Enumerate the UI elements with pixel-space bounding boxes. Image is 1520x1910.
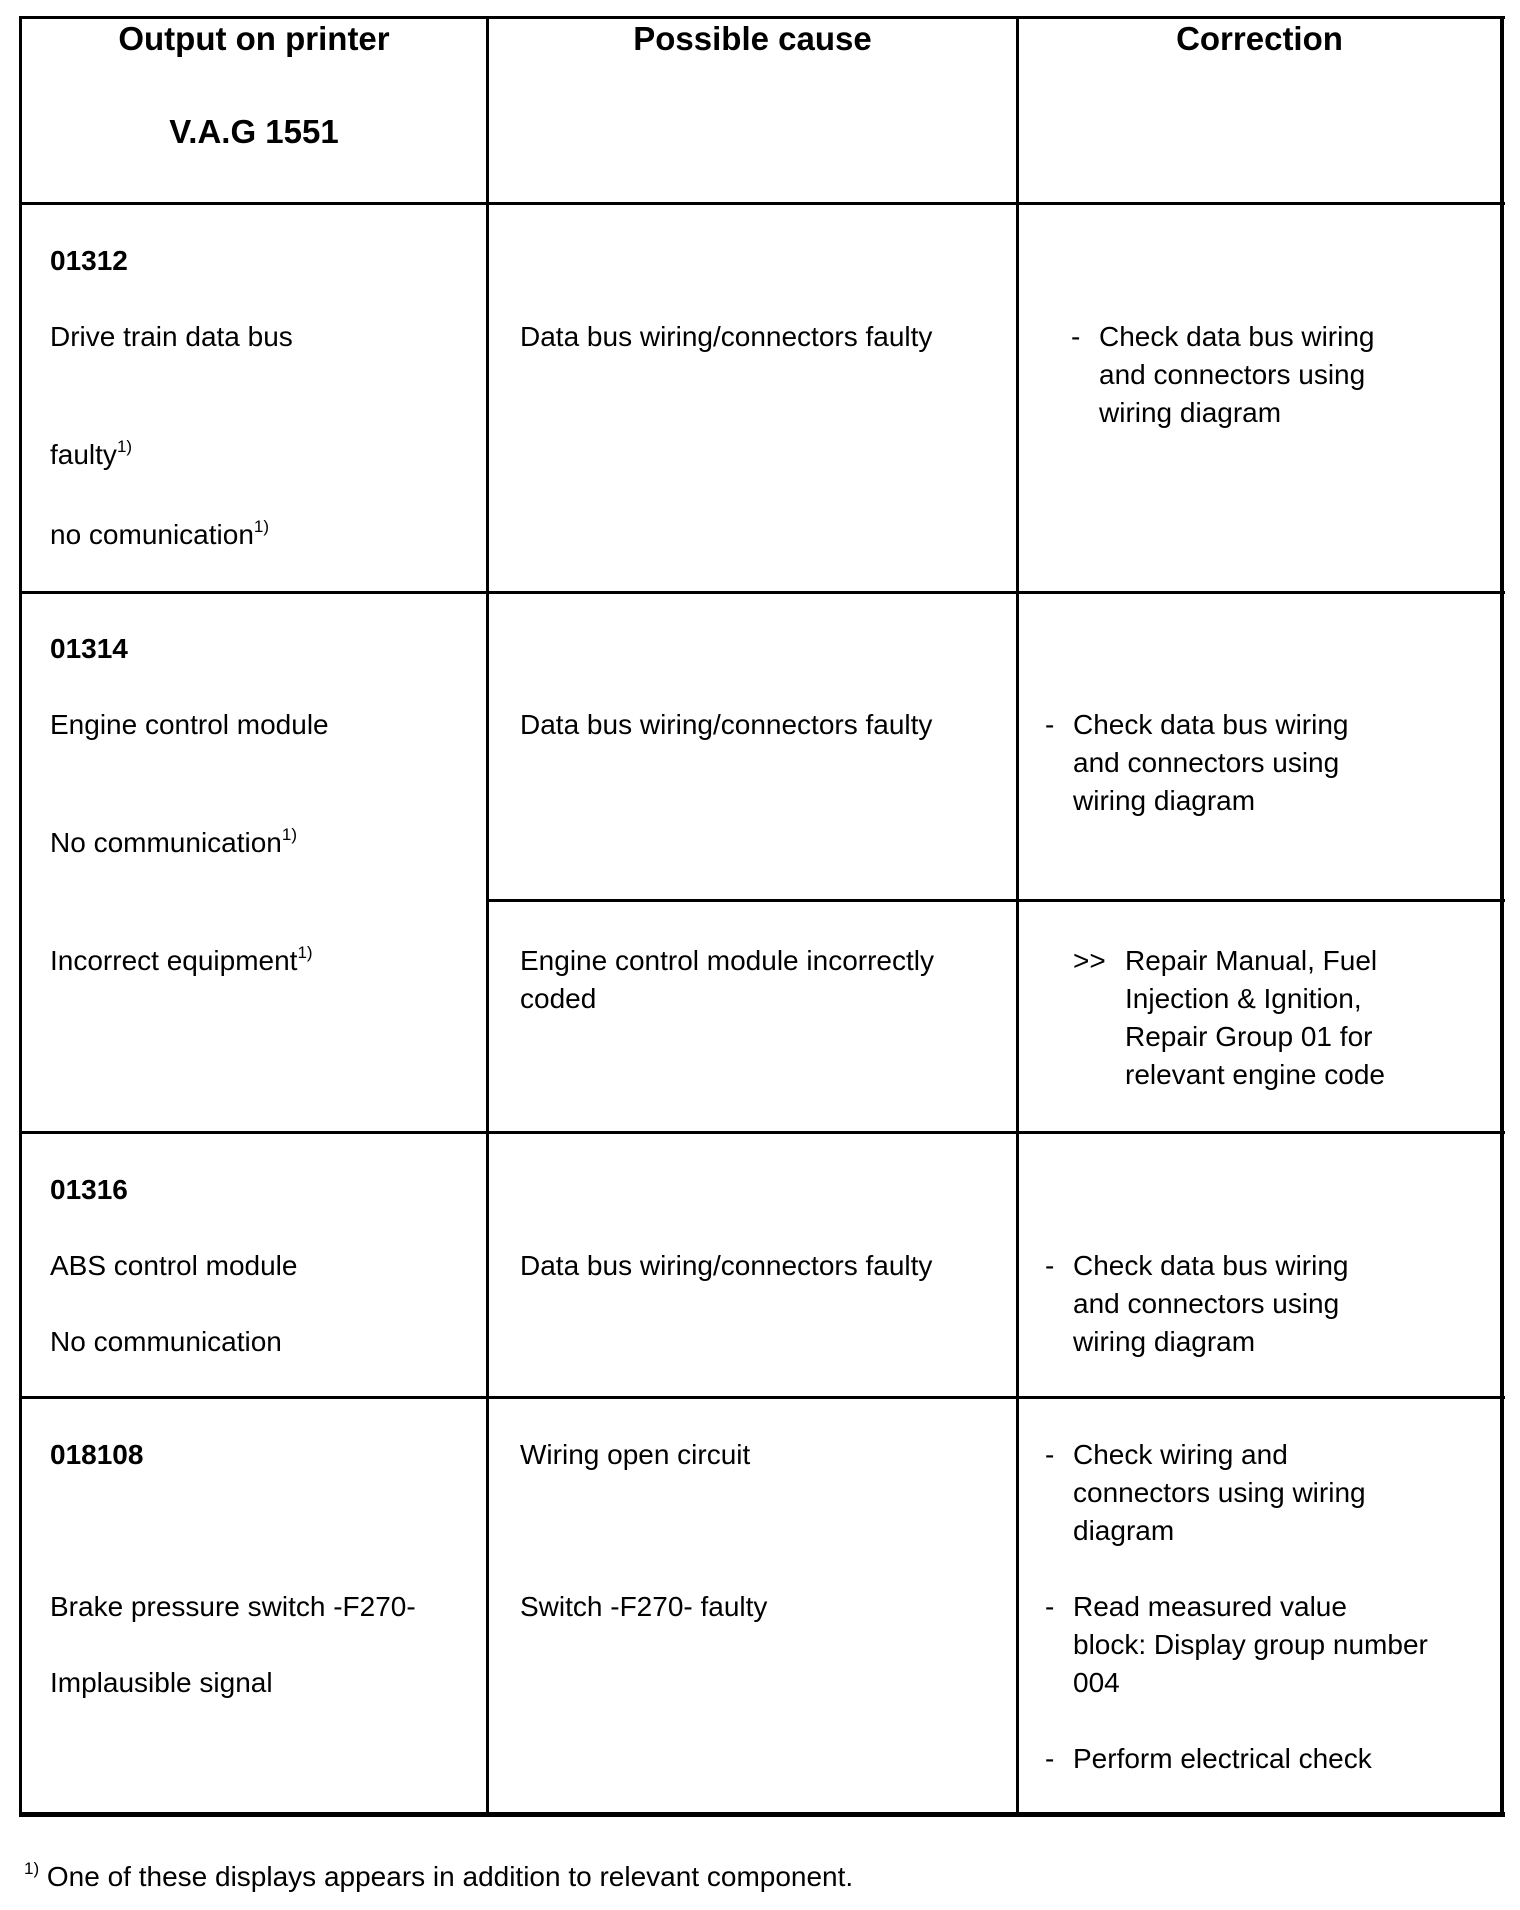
fault-text: No communication	[50, 1326, 282, 1357]
cause: Data bus wiring/connectors faulty	[520, 321, 933, 352]
header-output-device: V.A.G 1551	[169, 113, 339, 150]
header-output: Output on printer	[118, 20, 390, 57]
correction: - Check data bus wiring and connectors using wiring diagram	[1045, 1250, 1349, 1357]
cause: Data bus wiring/connectors faulty	[520, 1250, 933, 1281]
cause: Wiring open circuit	[520, 1439, 751, 1470]
fault-code: 018108	[50, 1439, 144, 1470]
correction: >> Repair Manual, Fuel Injection & Ignition, Repair Group 01 for relevant engine code	[1073, 945, 1385, 1090]
cause: Data bus wiring/connectors faulty	[520, 709, 933, 740]
component: Engine control module	[50, 709, 329, 740]
header-correction: Correction	[1176, 20, 1343, 57]
correction: - Read measured value block: Display group number 004	[1045, 1591, 1428, 1698]
fault-code: 01312	[50, 245, 128, 276]
header-cause: Possible cause	[633, 20, 872, 57]
fault-code: 01316	[50, 1174, 128, 1205]
cause: Switch -F270- faulty	[520, 1591, 768, 1622]
correction: - Perform electrical check	[1045, 1743, 1372, 1774]
correction: - Check data bus wiring and connectors using wiring diagram	[1045, 709, 1349, 816]
fault-text: no comunication$^{1)}$	[50, 517, 270, 550]
fault-code: 01314	[50, 633, 128, 664]
component: Brake pressure switch -F270-	[50, 1591, 416, 1622]
fault-text: No communication$^{1)}$	[50, 825, 297, 858]
component: ABS control module	[50, 1250, 298, 1281]
component: Drive train data bus	[50, 321, 293, 352]
fault-text: Implausible signal	[50, 1667, 273, 1698]
footnote: $^{1)}$ One of these displays appears in addition to relevant component.	[24, 1859, 854, 1892]
cause: Engine control module incorrectly coded	[520, 945, 934, 1014]
correction: - Check wiring and connectors using wiring diagram	[1045, 1439, 1366, 1546]
correction: - Check data bus wiring and connectors using wiring diagram	[1071, 321, 1375, 428]
fault-text: faulty$^{1)}$	[50, 437, 133, 470]
fault-text: Incorrect equipment$^{1)}$	[50, 943, 313, 976]
